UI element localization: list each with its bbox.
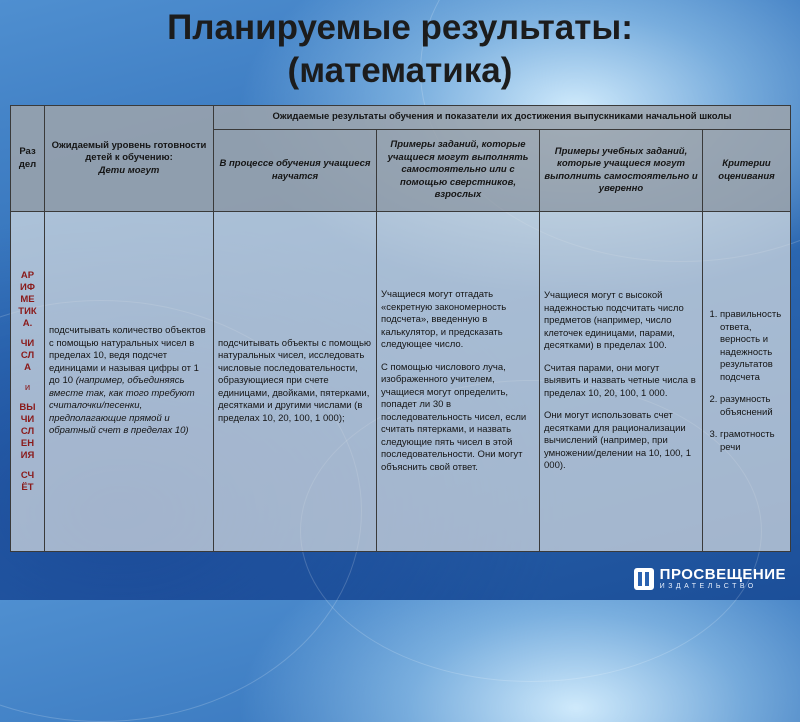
learning-paragraph: Они могут использовать счет десятками для рационализации вычислений (например, при умножении/делении на 10, 100, 1 000). — [544, 410, 691, 472]
header-readiness-label: Ожидаемый уровень готовности детей к обучению: — [51, 139, 207, 164]
section-text: и — [24, 381, 31, 393]
header-tasks: Примеры заданий, которые учащиеся могут выполнять самостоятельно или с помощью сверстников, взрослых — [377, 130, 540, 212]
section-text: ИФ — [20, 281, 35, 293]
learn-cell — [214, 212, 377, 552]
section-text: ИЯ — [20, 449, 35, 461]
header-readiness-sub: Дети могут — [98, 164, 160, 176]
tasks-cell — [377, 212, 540, 552]
header-readiness — [45, 106, 214, 212]
header-section-label: Раз дел — [18, 146, 37, 170]
header-section — [11, 106, 45, 212]
criteria-item: 3. грамотность речи — [720, 429, 786, 454]
section-text: АР — [20, 269, 35, 281]
section-text: ТИК — [18, 305, 37, 317]
title-line-2: (математика) — [287, 51, 513, 90]
publisher-name: ПРОСВЕЩЕНИЕ — [659, 566, 786, 583]
section-text: ЁТ — [21, 481, 34, 493]
section-text: ЧИ — [20, 337, 35, 349]
section-text: ЧИ — [20, 413, 35, 425]
criteria-item: 1. правильность ответа, верность и надежность результатов подсчета — [720, 309, 786, 384]
learn-text: подсчитывать объекты с помощью натуральных чисел, исследовать числовые последовательности, образующиеся при счете единицами, двойками, пятерками, десятками и другими числами (в пределах 10, 20, 100, 1 000); — [218, 337, 372, 424]
publisher-logo-icon — [634, 568, 654, 590]
readiness-example: (например, объединяясь вместе так, как того требуют считалочки/песенки, предполагающие прямой и обратный счет в пределах 10) — [49, 375, 195, 437]
learning-paragraph: Учащиеся могут с высокой надежностью подсчитать число предметов (например, число клеточек единицами, парами, десятками) в пределах 100. — [544, 290, 684, 352]
header-learning-tasks: Примеры учебных заданий, которые учащиеся могут выполнить самостоятельно и уверенно — [540, 130, 703, 212]
readiness-text: подсчитывать количество объектов с помощью натуральных чисел в пределах 10, ведя подсчет единицами и называя цифры от 1 до 10 — [49, 325, 206, 387]
tasks-paragraph: С помощью числового луча, изображенного учителем, учащиеся могут определить, попадет ли 30 в последовательность чисел, если считать пятерками, и назвать следующие пять чисел в этой последовательности. Они могут объяснить свой ответ. — [381, 361, 527, 473]
section-text: МЕ — [20, 293, 35, 305]
results-table — [10, 105, 790, 552]
header-criteria: Критерии оценивания — [703, 130, 791, 212]
section-cell — [11, 212, 45, 552]
title-line-1: Планируемые результаты: — [167, 8, 633, 47]
publisher-logo — [634, 566, 786, 592]
section-text: А — [24, 361, 31, 373]
learning-paragraph: Считая парами, они могут выявить и назвать четные числа в пределах 10, 20, 100, 1 000. — [544, 362, 696, 399]
header-learn: В процессе обучения учащиеся научатся — [214, 130, 377, 212]
slide-title — [0, 6, 800, 92]
criteria-list — [707, 309, 786, 454]
section-text: А. — [22, 317, 33, 329]
section-text: ЕН — [20, 437, 35, 449]
header-expected-results: Ожидаемые результаты обучения и показатели их достижения выпускниками начальной школы — [214, 106, 791, 130]
publisher-sub: ИЗДАТЕЛЬСТВО — [659, 583, 757, 590]
section-text: СЧ — [20, 469, 35, 481]
section-text: СЛ — [20, 349, 35, 361]
section-text: ВЫ — [19, 401, 36, 413]
criteria-item: 2. разумность объяснений — [720, 394, 786, 419]
tasks-paragraph: Учащиеся могут отгадать «секретную закономерность подсчета», введенную в калькулятор, и предсказать следующее число. — [381, 289, 507, 350]
learning-tasks-cell — [540, 212, 703, 552]
readiness-cell — [45, 212, 214, 552]
section-text: СЛ — [20, 425, 35, 437]
criteria-cell — [703, 212, 791, 552]
